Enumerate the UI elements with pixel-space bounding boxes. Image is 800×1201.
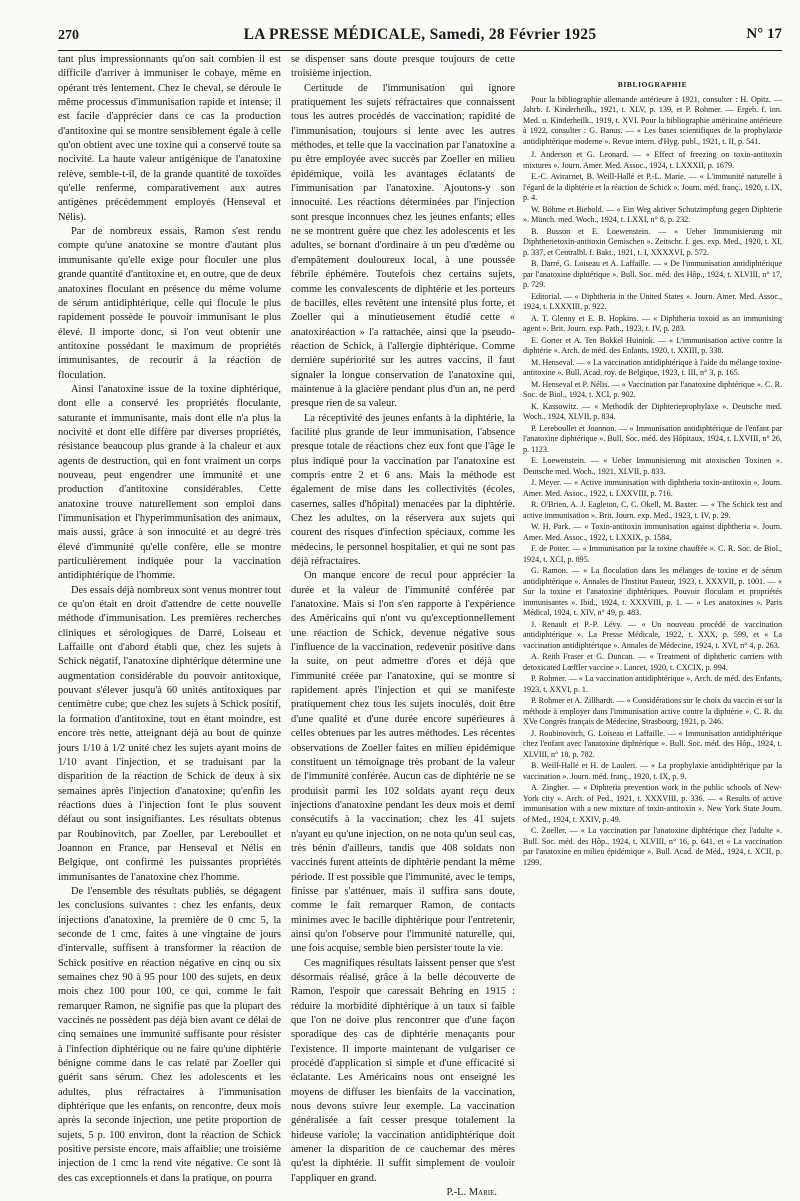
reference-item: M. Henseval. — « La vaccination antidiphtérique à l'aide du mélange toxine-antitoxine ». Bull. Acad. roy. de Belgique, 1923, t. III, n° 3, p. 165. <box>523 357 782 377</box>
reference-item: P. Lereboullet et Joannon. — « Immunisation antidiphtérique de l'enfant par l'anatoxine diphtérique ». Bull. Soc. méd. des Hôpitaux, 1924, t. LXVIII, n° 26, p. 1123. <box>523 423 782 454</box>
reference-item: J. Meyer. — « Active immunisation with diphtheria toxin-antitoxin ». Journ. Amer. Med. Assoc., 1922, t. LXXVIII, p. 716. <box>523 478 782 498</box>
reference-item: A. Zingher. — « Diphteria prevention work in the public schools of New-York city ». Arch. of Ped., 1921, t. XXXVIII, p. 336. — « Results of active immunisation with a new mixture of toxin-antitoxin ». New York State Journ. of Med., 1924, t. XXIV, p. 49. <box>523 783 782 824</box>
paragraph: Des essais déjà nombreux sont venus montrer tout ce qu'on était en droit d'attendre de cette nouvelle méthode d'immunisation. Les premières recherches cliniques et sérologiques de Darré, Loiseau et Laffaille ont d'abord établi que, chez les sujets à Schick négatif, l'anatoxine diphtérique détermine une augmentation considérable du pouvoir antitoxique, pouvant s'élever jusqu'à 60 unités antitoxiques par centimètre cube; que chez les sujets à Schick positif, la formation d'antitoxine, tout en étant moindre, est encore très nette, atteignant déjà au bout de quinze jours 1/10 à 1/2 unité chez les sujets ayant moins de 1/10 avant l'injection, et se traduisant par la disparition de la réaction de Schick de deux à six semaines après l'injection d'anatoxine; qu'enfin les réactions dues à l'injection font le plus souvent défaut ou sont insignifiantes. Les résultats obtenus par Roubinovitch, par Zoeller, par Lereboullet et Joannon en France, par Henseval et Nélis en Belgique, ont confirmé les puissantes propriétés immunisantes de l'anatoxine chez l'homme. <box>58 584 281 883</box>
paragraph: Ces magnifiques résultats laissent penser que s'est désormais réalisé, grâce à la belle découverte de Ramon, l'espoir que caressait Behring en 1915 : réduire la morbidité diphtérique à un taux si faible que l'on ne doive plus rencontrer que d'une façon sporadique des cas de diphtérie menaçants pour l'existence. Il importe maintenant de vulgariser ce procédé d'application si simple et d'une efficacité si éclatante. Les Américains nous ont enseigné les moyens de diffuser les bienfaits de la vaccination, nous devons suivre leur exemple. La vaccination généralisée a fait cesser presque totalement la hideuse variole; la vaccination antidiphtérique doit amener la disparition de ce cauchemar des mères qu'est la diphtérie. Il suffit simplement de vouloir l'appliquer en grand. <box>291 957 515 1184</box>
author-signature: P.-L. Marie. <box>446 1187 497 1199</box>
article-column-1 <box>58 53 281 1184</box>
reference-item: A. T. Glenny et E. B. Hopkins. — « Diphtheria toxoid as an immunising agent ». Brit. Journ. exp. Path., 1923, t. IV, p. 283. <box>523 313 782 333</box>
reference-item: B. Busson et E. Loewenstein. — « Ueber Immunisierung mit Diphtherietoxin-antitoxin Gemischen ». Zeitschr. f. ges. exp. Med., 1920, t. XI, p. 337, et Centralbl. f. Bakt., 1921, t. I, XXXXVI, p. 572. <box>523 226 782 257</box>
reference-item: P. Rohmer. — « La vaccination antidiphtérique ». Arch. de méd. des Enfants, 1923, t. XXVI, p. 1. <box>523 674 782 694</box>
reference-item: B. Darré, G. Loiseau et A. Laffaille. — « De l'immunisation antidiphtérique par l'anatoxine diphtérique ». Bull. Soc. méd. des Hôp., 1924, t. XLVIII, n° 17, p. 729. <box>523 259 782 289</box>
paragraph: On manque encore de recul pour apprécier la durée et la valeur de l'immunité conférée par l'anatoxine. Mais si l'on s'en rapporte à l'expérience des Américains qui n'ont vu qu'exceptionnellement une réaction de Schick, devenue négative sous l'influence de la vaccination, redevenir positive dans la suite, on peut admettre d'ores et déjà que l'immunité créée par l'anatoxine, qui se montre si rapidement après l'injection et qui se manifeste pratiquement chez tous les sujets inoculés, doit être d'une qualité et d'une durée encore supérieures à celles obtenues par les autres méthodes. Les récentes observations de Zoeller faites en milieu épidémique constituent un témoignage très probant de la valeur de l'immunité conférée. Aucun cas de diphtérie ne se produisit parmi les 102 soldats ayant reçu deux injections d'anatoxine pendant les deux mois et demi consécutifs à la vaccination; chez les 41 sujets n'ayant eu qu'une injection, on ne nota qu'un seul cas, très bénin d'ailleurs, tandis que 408 soldats non vaccinés furent atteints de diphtérie pendant la même période. Il est possible que l'immunité, avec le temps, finisse par s'atténuer, mais il suffira sans doute, comme le fait remarquer Ramon, de contacts minimes avec le bacille diphtérique pour l'entretenir, ainsi qu'on l'observe pour l'immunité naturelle, qui, une fois acquise, semble bien persister toute la vie. <box>291 570 515 955</box>
reference-item: G. Ramon. — « La floculation dans les mélanges de toxine et de sérum antidiphtérique ». Annales de l'Institut Pasteur, 1923, t. XXXVII, p. 1001. — « Sur la toxine et l'anatoxine diphtériques. Pouvoir floculant et propriétés immunisantes ». Ibid., 1924, t. XXXVIII, p. 1. — « Les anatoxines ». Paris Médical, 1924, t. XIV, n° 49, p. 483. <box>523 566 782 617</box>
page-number: 270 <box>58 28 79 43</box>
reference-item: W. H. Park. — « Toxin-antitoxin immunisation against diphtheria ». Journ. Amer. Med. Assoc., 1922, t. LXXIX, p. 1584. <box>523 522 782 542</box>
paragraph: Ainsi l'anatoxine issue de la toxine diphtérique, dont elle a conservé les propriétés floculante, saturante et immunisante, mais dont elle n'a plus la nocivité et dont elle diffère par diverses propriétés, résistance beaucoup plus grande à la chaleur et aux agents de destruction, qui en font vraiment un corps nouveau, peut engendrer une immunité et une production d'antitoxine considérables. Cette anatoxine trouve naturellement son emploi dans l'immunisation et l'hyperimmunisation des animaux, mais aussi, grâce à son innocuité et au degré très élevé d'immunité qu'elle confère, elle se montre particulièrement indiquée pour la vaccination antidiphtérique de l'homme. <box>58 383 281 582</box>
paragraph: tant plus impressionnants qu'on sait combien il est difficile d'arriver à immuniser le cobaye, même en opérant très lentement. Chez le cheval, se déroule le même processus d'immunisation rapide et intense; il est facile d'apprécier dans ce cas la production d'antitoxine qui se montre sensiblement égale à celle qu'on obtient avec une toxine qui a conservé toute sa nocivité. La haute valeur antigénique de l'anatoxine relève, semble-t-il, de la grande quantité de toxoïdes qu'elle renferme, comparativement aux autres antigènes précédemment employés (Henseval et Nélis). <box>58 54 281 223</box>
reference-item: F. de Potter. — « Immunisation par la toxine chauffée ». C. R. Soc. de Biol., 1924, t. XCI, p. 895. <box>523 544 782 564</box>
bibliography-column <box>523 53 782 1072</box>
page-header <box>58 22 782 51</box>
reference-item: R. O'Brien, A. J. Eagleton, C. C. Okell, M. Baxter. — « The Schick test and active immunisation ». Brit. Journ. exp. Med., 1923, t. IV, p. 29. <box>523 500 782 520</box>
article-column-2 <box>291 53 515 1199</box>
issue-number: N° 17 <box>746 26 782 42</box>
paragraph: Certitude de l'immunisation qui ignore pratiquement les sujets réfractaires que connaissent tous les autres procédés de vaccination; rapidité de l'immunisation, toujours si lente avec les autres méthodes, et telle que la vaccination par l'anatoxine a pu être employée avec succès par Zoeller en milieu épidémique, voilà les avantages éclatants de l'immunisation par l'anatoxine. Ajoutons-y son innocuité. Les réactions déterminées par l'injection sont presque inconnues chez les jeunes enfants; elles ne se montrent guère que chez les adolescents et les adultes, se bornant d'ordinaire à un peu d'œdème ou d'empâtement douloureux local, à une poussée fébrile éphémère. Toutefois chez certains sujets, comme les convalescents de diphtérie et les porteurs de bacilles, elles revêtent une intensité plus forte, et Zoeller qui a minutieusement étudié cette « anatoxiréaction » l'a rattachée, ainsi que la pseudo-réaction de Schick, à l'allergie diphtérique. Comme dernière supériorité sur les autres vaccins, il faut signaler la longue conservation de l'anatoxine qui, maintenue à la glacière pendant plus d'un an, ne perd presque rien de sa valeur. <box>291 82 515 410</box>
journal-title: LA PRESSE MÉDICALE, Samedi, 28 Février 1925 <box>243 26 597 43</box>
reference-item: C. Zoeller. — « La vaccination par l'anatoxine diphtérique chez l'adulte ». Bull. Soc. méd. des Hôp., 1924, t. XLVIII, n° 16, p. 641, et « La vaccination par l'anatoxine en milieu épidémique ». Bull. Acad. de Méd., 1924, t. XCII, p. 1299. <box>523 826 782 867</box>
reference-item: A. Reith Fraser et G. Duncan. — « Treatment of diphtheric carriers with detoxicated Lœffler vaccine ». Lancet, 1920, t. CXCIX, p. 994. <box>523 652 782 672</box>
reference-item: M. Henseval et P. Nélis. — « Vaccination par l'anatoxine diphtérique ». C. R. Soc. de Biol., 1924, t. XCI, p. 902. <box>523 379 782 399</box>
reference-item: J. Renault et P.-P. Lévy. — « Un nouveau procédé de vaccination antidiphtérique ». La Presse Médicale, 1922, t. XXX, p. 599, et « La vaccination antidiphtérique ». Annales de Médecine, 1924, t. XVI, n° 4, p. 263. <box>523 619 782 650</box>
paragraph: Par de nombreux essais, Ramon s'est rendu compte qu'une anatoxine se montre d'autant plus immunisante qu'elle exige pour floculer une plus grande quantité d'antitoxine et, en outre, que de deux anatoxines floculant en présence du même volume de sérum antidiphtérique, celle qui flocule le plus rapidement possède le pouvoir immunisant le plus élevé. Il importe donc, si l'on veut obtenir une antitoxine possédant le maximum de propriétés immunisantes, de recourir à la réaction de floculation. <box>58 226 281 381</box>
paragraph: La réceptivité des jeunes enfants à la diphtérie, la facilité plus grande de leur immunisation, l'absence presque totale de réactions chez eux font que l'âge le plus indiqué pour la vaccination par l'anatoxine est compris entre 2 et 6 ans. Mais la méthode est également de mise dans les collectivités (écoles, casernes, salles d'hôpital) menacées par la diphtérie. Chez les adultes, on la réservera aux sujets qui courent des risques d'infection spéciaux, comme les médecins, le personnel hospitalier, et qui ne sont pas déjà réfractaires. <box>291 412 515 568</box>
reference-item: B. Weill-Hallé et H. de Lauleri. — « La prophylaxie antidiphtérique par la vaccination ». Journ. méd. franç., 1920, t. IX, p. 9. <box>523 761 782 781</box>
reference-item: K. Kassowitz. — « Methodik der Diphterieprophylaxe ». Deutsche med. Woch., 1924, XLVII, p. 834. <box>523 401 782 421</box>
reference-item: E. Loewenstein. — « Ueber Immunisierung mit atoxischen Toxinen ». Deutsche med. Woch., 1921, XLVII, p. 833. <box>523 456 782 476</box>
reference-item: Editorial. — « Diphtheria in the United States ». Journ. Amer. Med. Assoc., 1924, t. LXXXIII, p. 922. <box>523 291 782 311</box>
reference-item: J. Roubinovitch, G. Loiseau et Laffaille. — « Immunisation antidiphtérique chez l'enfant avec l'anatoxine diphtérique ». Bull. Soc. méd. des Hôp., 1924, t. XLVIII, n° 18, p. 782. <box>523 728 782 759</box>
reference-item: E.-C. Avirагnet, B. Weill-Hallé et P.-L. Marie. — « L'immunité naturelle à l'égard de la diphtérie et la réaction de Schick ». Journ. méd. franç., 1920, t. IX, p. 4. <box>523 172 782 202</box>
reference-item: J. Anderson et G. Leonard. — « Effect of freezing on toxin-antitoxin mixtures ». Journ. Amer. Med. Assoc., 1924, t. LXXXII, p. 1679. <box>523 150 782 170</box>
paragraph: se dispenser sans doute presque toujours de cette troisième injection. <box>291 54 515 80</box>
paragraph: De l'ensemble des résultats publiés, se dégagent les conclusions suivantes : chez les enfants, deux injections d'anatoxine, la première de 0 cmc 5, la seconde de 1 cmc, faites à une vingtaine de jours d'intervalle, suffisent à transformer la réaction de Schick positive en réaction négative en cinq ou six semaines chez 90 à 95 pour 100 des sujets, en deux mois chez 100 pour 100, ce qui, comme le fait remarquer Ramon, ne signifie pas que la plupart des vaccinés ne possèdent pas déjà bien avant ce délai de cinq semaines une immunité suffisante pour résister à l'infection diphtérique ou ne faire qu'une diphtérie bénigne comme dans le cas relaté par Zoeller qui guérit sans sérum. Chez les adolescents et les adultes, plus réfractaires à l'immunisation diphtérique que les enfants, on rencontre, deux mois après la seconde injection, une petite proportion de sujets, 5 p. 100 environ, dont la réaction de Schick positive persiste encore, mais affaiblie; une troisième injection de 1 cmc la rend vite négative. Ce sont là des cas exceptionnels et dans la pratique, on pourra <box>58 885 281 1184</box>
bibliography-heading: BIBLIOGRAPHIE <box>617 80 688 89</box>
reference-item: E. Gorter et A. Ten Bokkel Huinink. — « L'immunisation active contre la diphtérie ». Arch. de méd. des Enfants, 1920, t. XXIII, p. 338. <box>523 335 782 355</box>
bibliography-intro: Pour la bibliographie allemande antérieure à 1921, consulter : H. Opitz. — Jahrb. f. Kinderheilk., 1921, t. XLV, p. 139, et P. Rohmer. — Ergeb. f. inn. Med. u. Kinderheilk., 1919, t. XVI. Pour la bibliographie américaine antérieure à 1922, consulter : G. Banus. — « Les bases scientifiques de la prophylaxie antidiphtérique moderne ». Revue intern. d'Hyg. publ., 1921, t. II, p. 541. <box>523 94 782 146</box>
reference-item: P. Rohmer et A. Zillhardt. — « Considérations sur le choix du vaccin et sur la méthode à employer dans l'immunisation active contre la diphtérie ». C. R. du XVe Congrès français de Médecine, Strasbourg, 1921, p. 246. <box>523 696 782 726</box>
reference-item: W. Böhme et Biebold. — « Ein Weg aktiver Schutzimpfung gegen Diphterie ». Münch. med. Woch., 1924, t. LXXI, n° 8, p. 232. <box>523 204 782 224</box>
reference-list <box>523 150 782 868</box>
